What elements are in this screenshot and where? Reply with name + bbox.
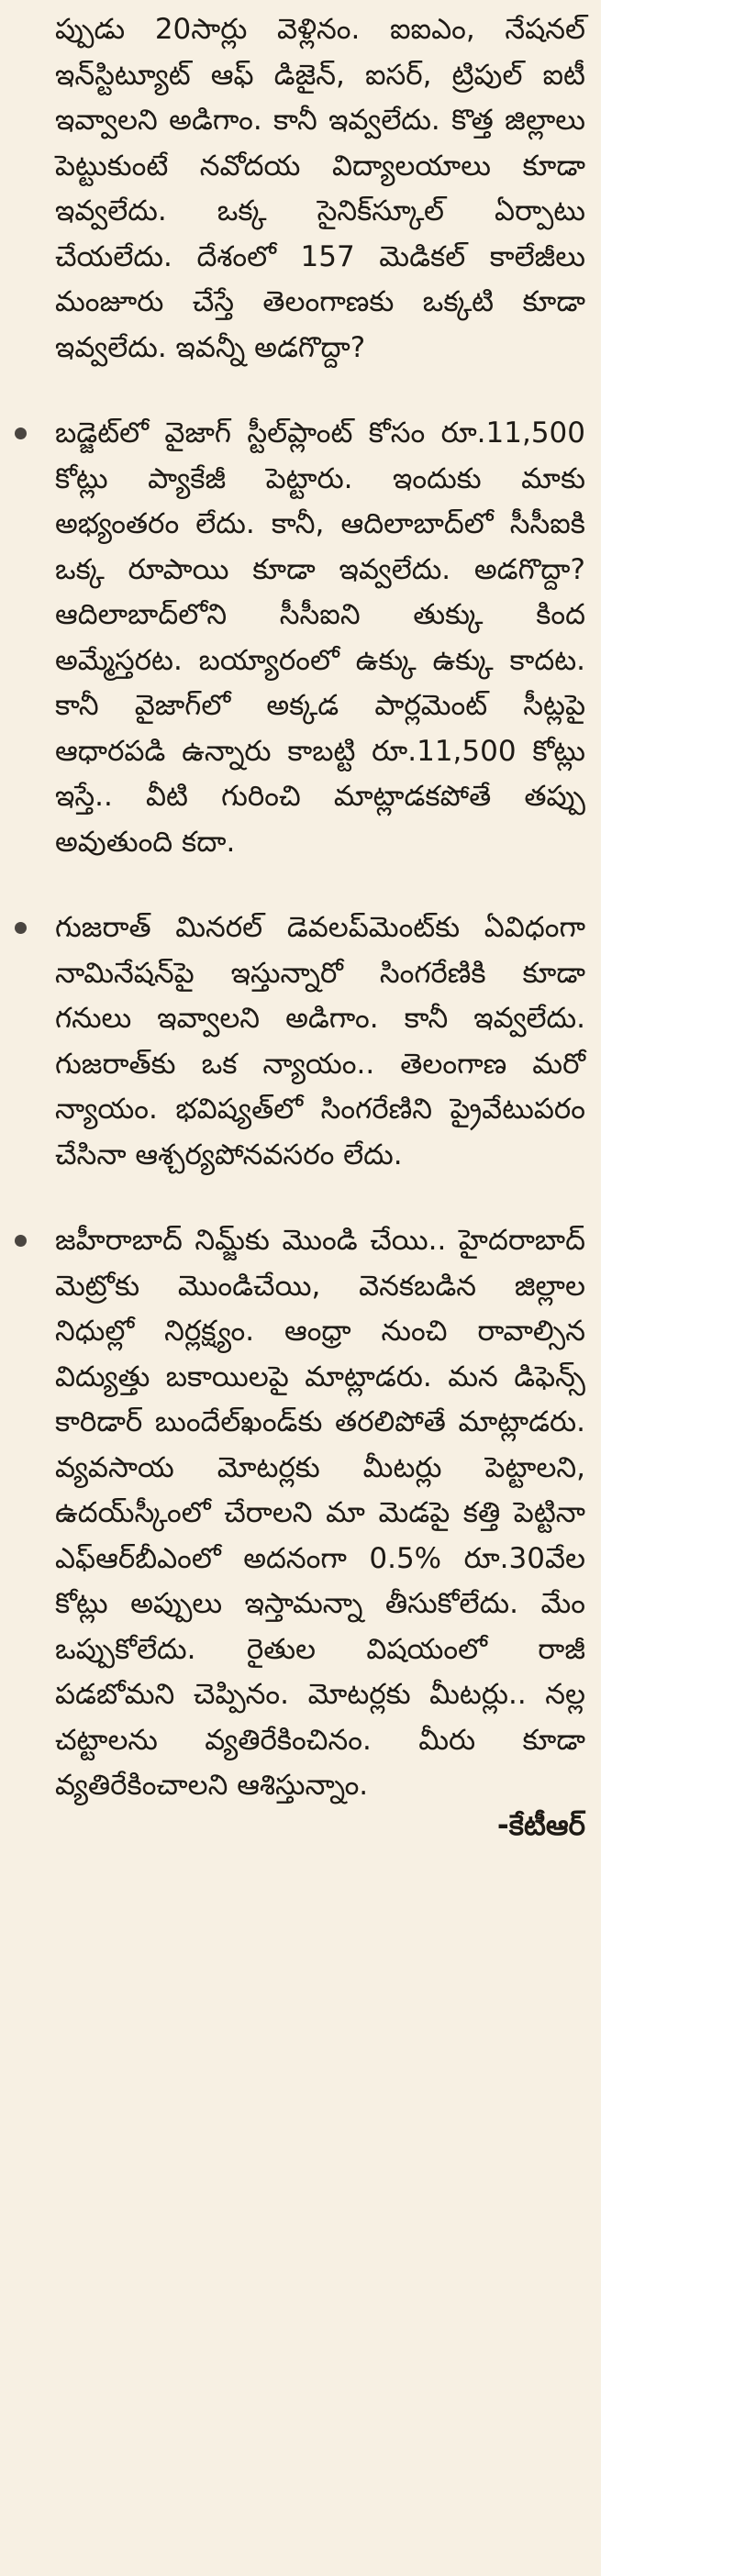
bullet-text: బడ్జెట్‌లో వైజాగ్ స్టీల్‌ప్లాంట్ కోసం రూ.11,500 కోట్లు ప్యాకేజీ పెట్టారు. ఇందుకు మాకు అభ్యంతరం లేదు. కానీ, ఆదిలాబాద్‌లో సీసీఐకి ఒక్క రూపాయి కూడా ఇవ్వలేదు. అడగొద్దా? ఆదిలాబాద్‌లోని సీసీఐని తుక్కు కింద అమ్మేస్తరట. బయ్యారంలో ఉక్కు ఉక్కు కాదట. కానీ వైజాగ్‌లో అక్కడ పార్లమెంట్ సీట్లపై ఆధారపడి ఉన్నారు కాబట్టి రూ.11,500 కోట్లు ఇస్తే.. వీటి గురించి మాట్లాడకపోతే తప్పు అవుతుంది కదా. <box>55 416 585 859</box>
bullet-text: గుజరాత్ మినరల్ డెవలప్‌మెంట్‌కు ఏవిధంగా నామినేషన్‌పై ఇస్తున్నారో సింగరేణికి కూడా గనులు ఇవ్వాలని అడిగాం. కానీ ఇవ్వలేదు. గుజరాత్‌కు ఒక న్యాయం.. తెలంగాణ మరో న్యాయం. భవిష్యత్‌లో సింగరేణిని ప్రైవేటుపరం చేసినా ఆశ్చర్యపోనవసరం లేదు. <box>55 911 585 1171</box>
author-signature: -కేటీఆర్ <box>496 1808 585 1842</box>
intro-paragraph: ప్పుడు 20సార్లు వెళ్లినం. ఐఐఎం, నేషనల్ ఇన్‌స్టిట్యూట్ ఆఫ్ డిజైన్, ఐసర్, ట్రిపుల్ ఐటీ ఇవ్వాలని అడిగాం. కానీ ఇవ్వలేదు. కొత్త జిల్లాలు పెట్టుకుంటే నవోదయ విద్యాలయాలు కూడా ఇవ్వలేదు. ఒక్క సైనిక్‌స్కూల్ ఏర్పాటు చేయలేదు. దేశంలో 157 మెడికల్ కాలేజీలు మంజూరు చేస్తే తెలంగాణకు ఒక్కటి కూడా ఇవ్వలేదు. ఇవన్నీ అడగొద్దా? <box>55 13 585 364</box>
bullet-point-icon <box>15 427 27 439</box>
bullet-text: జహీరాబాద్ నిమ్జ్‌కు మొండి చేయి.. హైదరాబాద్ మెట్రోకు మొండిచేయి, వెనకబడిన జిల్లాల నిధుల్లో నిర్లక్ష్యం. ఆంధ్రా నుంచి రావాల్సిన విద్యుత్తు బకాయిలపై మాట్లాడరు. మన డిఫెన్స్ కారిడార్ బుందేల్‌ఖండ్‌కు తరలిపోతే మాట్లాడరు. వ్యవసాయ మోటర్లకు మీటర్లు పెట్టాలని, ఉదయ్‌స్కీంలో చేరాలని మా మెడపై కత్తి పెట్టినా ఎఫ్‌ఆర్‌బీఎంలో అదనంగా 0.5% రూ.30వేల కోట్లు అప్పులు ఇస్తామన్నా తీసుకోలేదు. మేం ఒప్పుకోలేదు. రైతుల విషయంలో రాజీ పడబోమని చెప్పినం. మోటర్లకు మీటర్లు.. నల్ల చట్టాలను వ్యతిరేకించినం. మీరు కూడా వ్యతిరేకించాలని ఆశిస్తున్నాం. <box>55 1224 585 1802</box>
bullet-list <box>55 411 585 1849</box>
article-body <box>55 7 585 1889</box>
bullet-point-icon <box>15 922 27 934</box>
bullet-point-icon <box>15 1235 27 1247</box>
bullet-item-singareni <box>55 905 585 1178</box>
bullet-item-zaheerabad <box>55 1218 585 1849</box>
bullet-item-steel-plant <box>55 411 585 865</box>
